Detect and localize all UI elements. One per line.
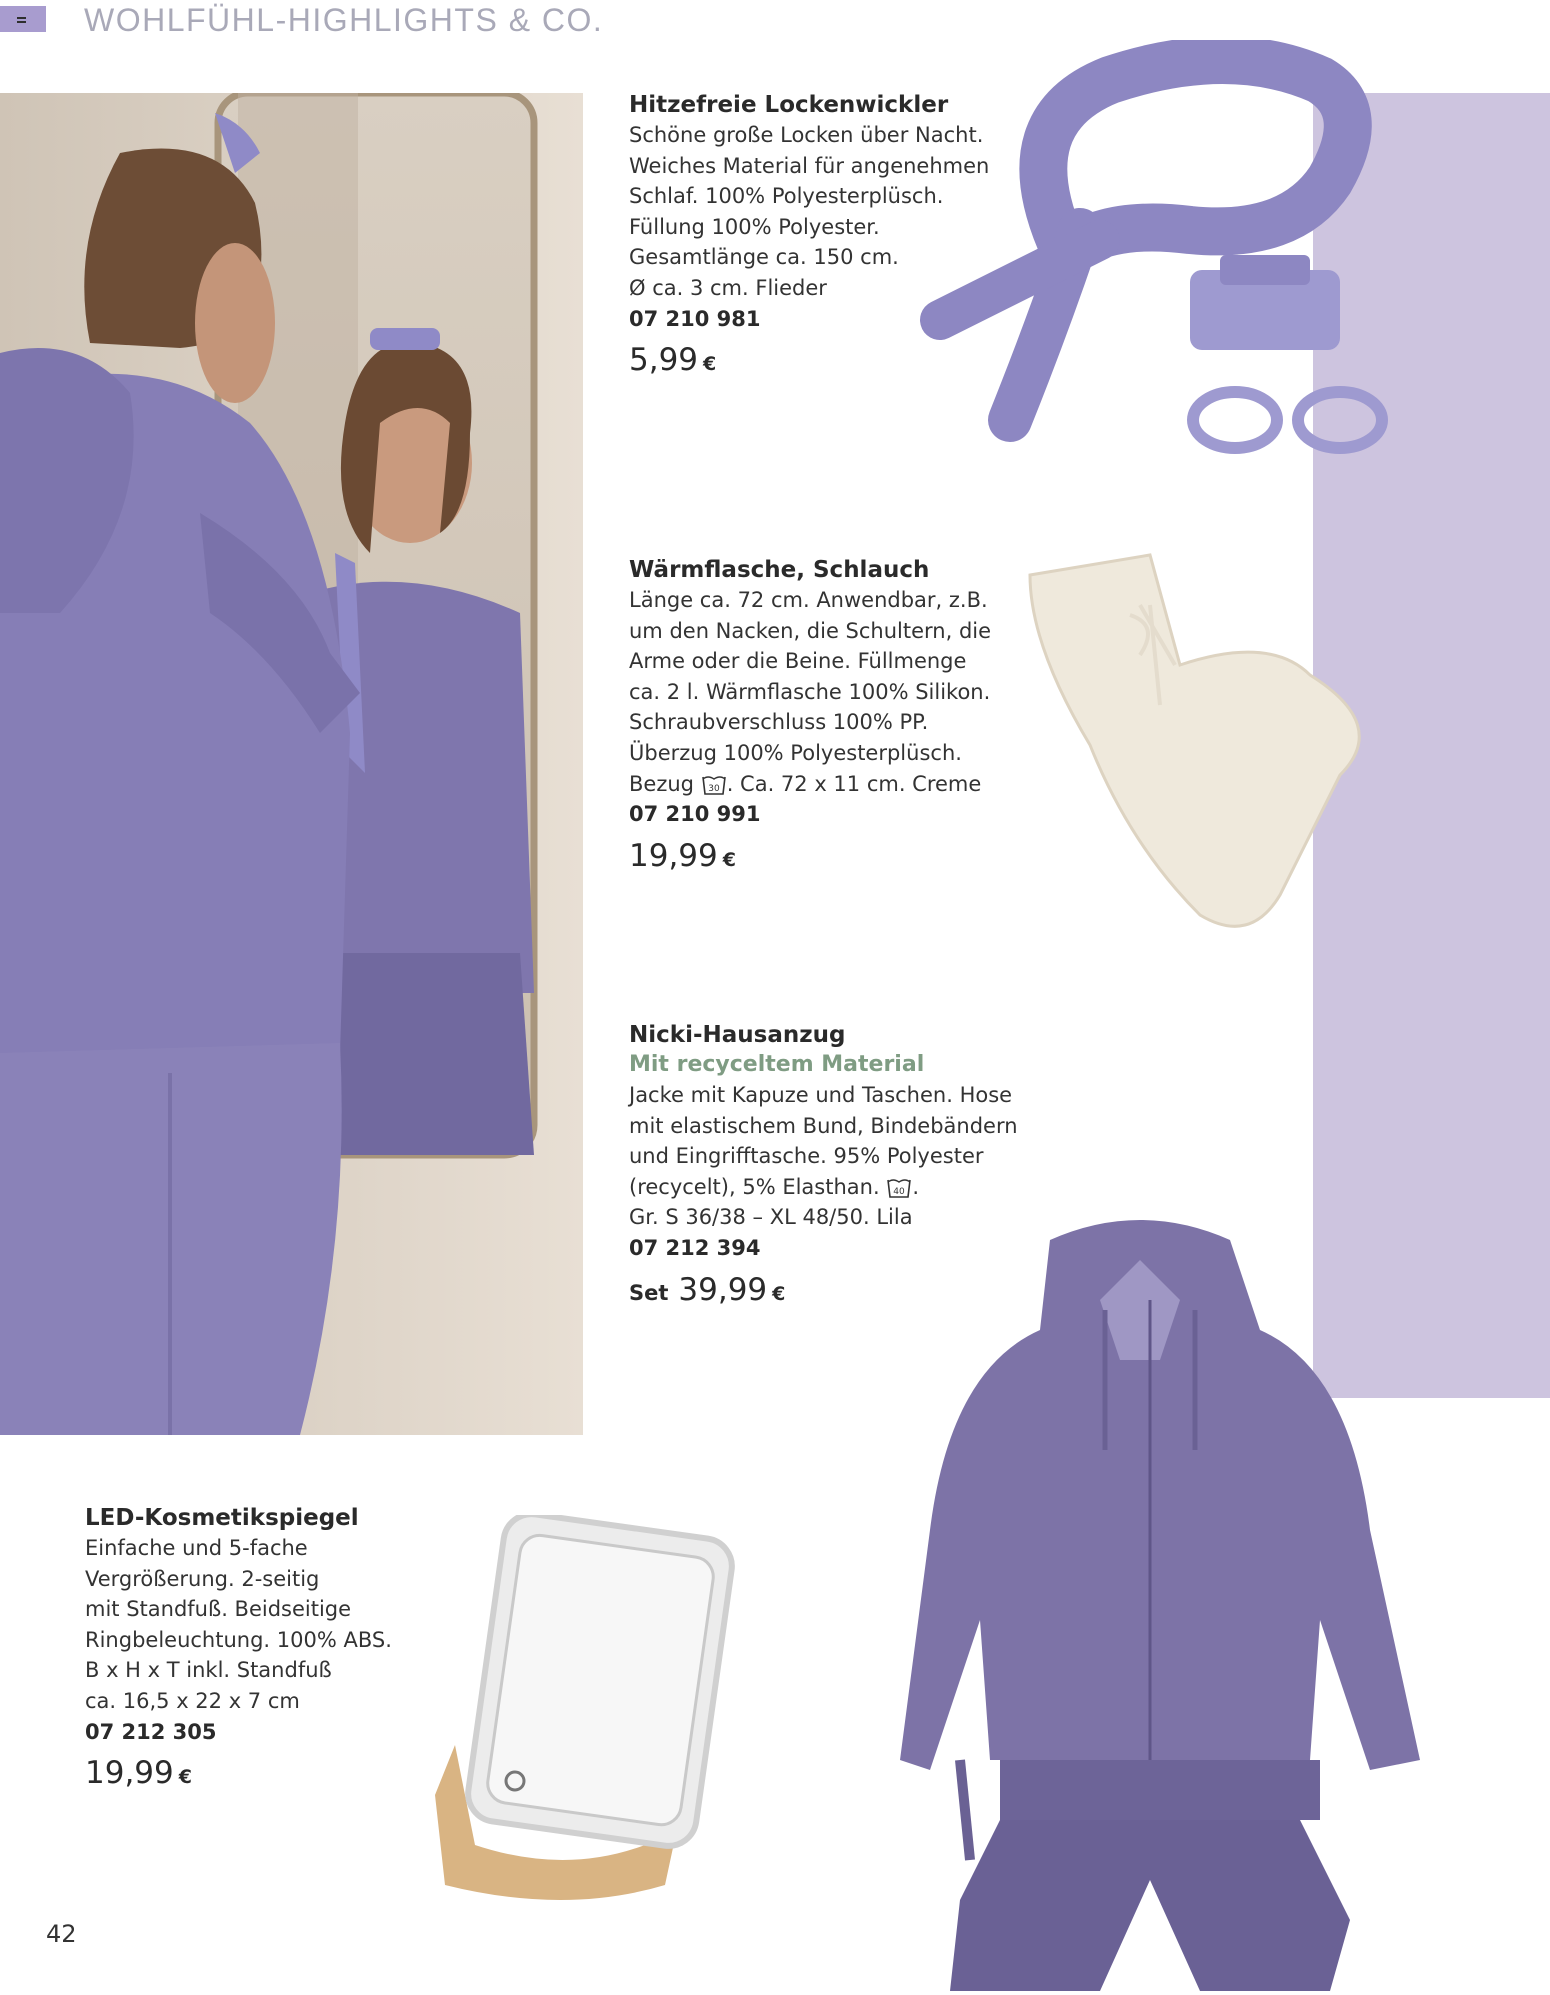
product-desc-line: Weiches Material für angenehmen	[629, 153, 990, 178]
currency: €	[178, 1766, 192, 1789]
price	[629, 836, 991, 881]
wash-40-icon	[886, 1177, 912, 1199]
currency: €	[772, 1282, 786, 1305]
product-desc-line: Füllung 100% Polyester.	[629, 214, 880, 239]
product-name: Hitzefreie Lockenwickler	[629, 92, 949, 118]
product-desc-line: Einfache und 5-fache	[85, 1536, 308, 1560]
price-value: 5,99	[629, 342, 699, 379]
price	[85, 1753, 392, 1798]
product-desc-line: Ø ca. 3 cm. Flieder	[629, 275, 827, 300]
product-loungewear-suit	[629, 1020, 1018, 1315]
currency: €	[722, 848, 736, 871]
loungewear-suit-image	[900, 1200, 1420, 1991]
care-prefix: Bezug	[629, 771, 694, 796]
product-desc-line: Schöne große Locken über Nacht.	[629, 123, 984, 147]
product-desc-line: Arme oder die Beine. Füllmenge	[629, 649, 967, 674]
product-desc-line: um den Nacken, die Schultern, die	[629, 618, 992, 643]
product-name: Nicki-Hausanzug	[629, 1022, 846, 1048]
product-curlers	[629, 90, 989, 385]
led-mirror-image	[415, 1515, 755, 1915]
wash-30-icon	[701, 774, 727, 796]
care-suffix: . Ca. 72 x 11 cm. Creme	[726, 771, 982, 796]
product-desc-line: Gesamtlänge ca. 150 cm.	[629, 245, 899, 270]
lifestyle-photo	[0, 93, 583, 1435]
section-title: WOHLFÜHL-HIGHLIGHTS & CO.	[84, 2, 604, 38]
product-desc-line	[629, 1172, 1018, 1203]
wash-temp: 40	[893, 1186, 906, 1197]
product-desc-line: ca. 16,5 x 22 x 7 cm	[85, 1688, 300, 1713]
price-value: 19,99	[85, 1755, 174, 1792]
section-tag-icon	[0, 6, 46, 32]
article-number: 07 210 991	[629, 802, 761, 827]
product-desc-line: Ringbeleuchtung. 100% ABS.	[85, 1627, 392, 1652]
product-desc-line: mit elastischem Bund, Bindebändern	[629, 1113, 1018, 1138]
recycled-material-label: Mit recyceltem Material	[629, 1052, 925, 1077]
product-desc-line: ca. 2 l. Wärmflasche 100% Silikon.	[629, 679, 991, 704]
price-value: 19,99	[629, 837, 718, 874]
product-led-mirror	[85, 1503, 392, 1798]
product-desc-line: Vergrößerung. 2-seitig	[85, 1566, 320, 1591]
product-desc-line: B x H x T inkl. Standfuß	[85, 1658, 332, 1683]
hot-water-bottle-image	[1010, 545, 1410, 945]
price-prefix: Set	[629, 1280, 669, 1305]
price	[629, 340, 989, 385]
product-desc-line: Überzug 100% Polyesterplüsch.	[629, 740, 962, 765]
wash-temp: 30	[707, 783, 720, 794]
price	[629, 1270, 1018, 1315]
care-prefix: (recycelt), 5% Elasthan.	[629, 1174, 880, 1199]
product-hot-water-bottle	[629, 555, 991, 881]
care-suffix: .	[912, 1174, 920, 1199]
product-desc-line: und Eingrifftasche. 95% Polyester	[629, 1144, 984, 1169]
product-name: LED-Kosmetikspiegel	[85, 1505, 359, 1531]
product-desc-line: Schraubverschluss 100% PP.	[629, 710, 929, 735]
article-number: 07 212 394	[629, 1235, 761, 1260]
product-desc-line: Schlaf. 100% Polyesterplüsch.	[629, 184, 944, 209]
page-number: 42	[46, 1920, 77, 1948]
product-desc-line: Länge ca. 72 cm. Anwendbar, z.B.	[629, 588, 988, 612]
article-number: 07 212 305	[85, 1719, 217, 1744]
product-desc-line: Jacke mit Kapuze und Taschen. Hose	[629, 1083, 1013, 1107]
price-value: 39,99	[678, 1271, 768, 1308]
product-desc-line: Gr. S 36/38 – XL 48/50. Lila	[629, 1205, 913, 1230]
currency: €	[703, 353, 717, 376]
article-number: 07 210 981	[629, 306, 761, 331]
product-desc-line	[629, 769, 991, 800]
product-name: Wärmflasche, Schlauch	[629, 557, 930, 583]
product-desc-line: mit Standfuß. Beidseitige	[85, 1597, 352, 1622]
